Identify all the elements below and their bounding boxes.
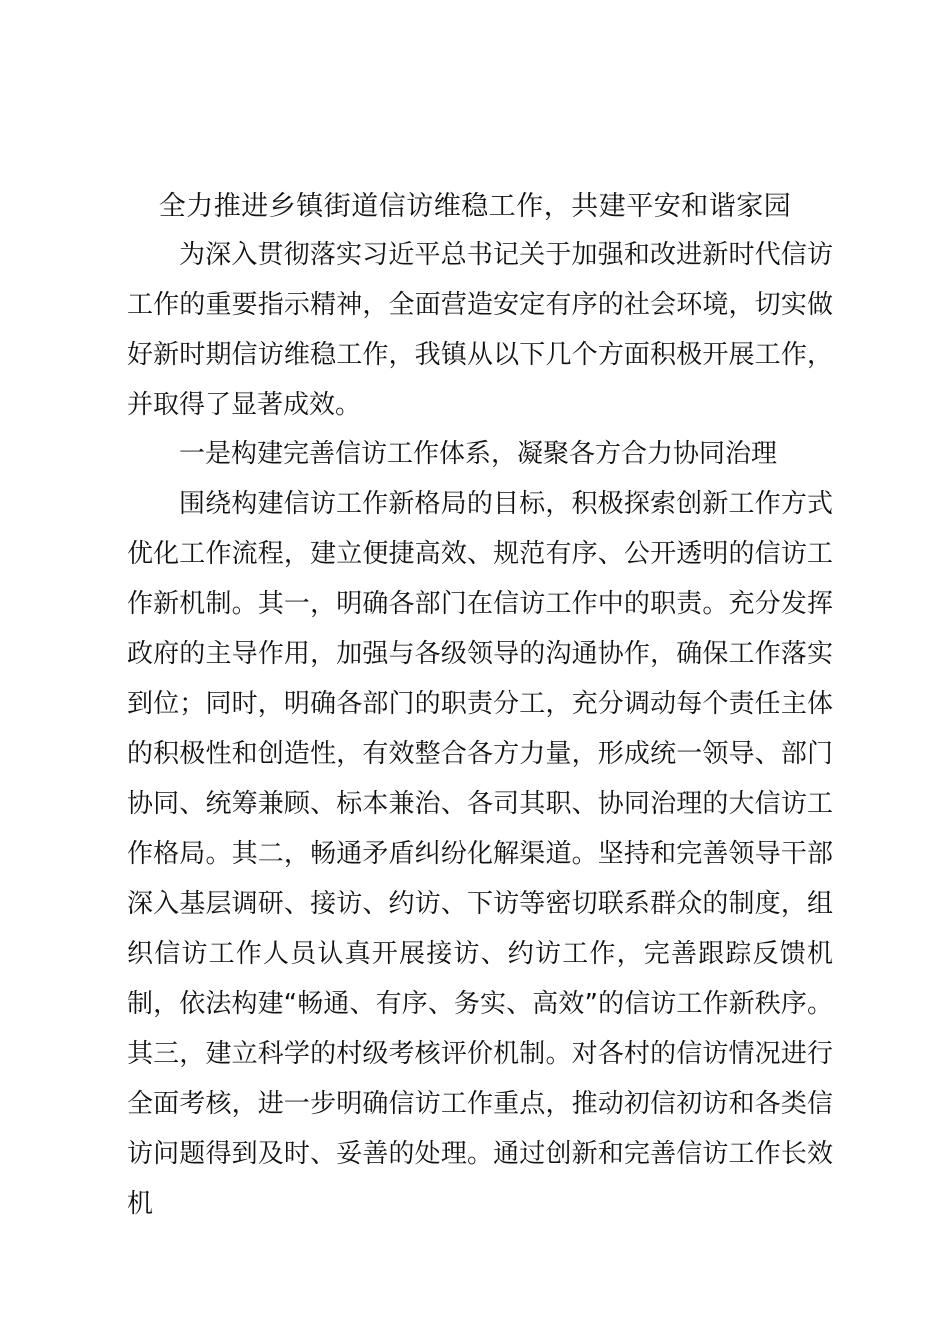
document-title: 全力推进乡镇街道信访维稳工作，共建平安和谐家园 (158, 191, 792, 222)
intro-paragraph: 为深入贯彻落实习近平总书记关于加强和改进新时代信访工作的重要指示精神，全面营造安定有序的社会环境，切实做好新时期信访维稳工作，我镇从以下几个方面积极开展工作，并取得了显著成效。 (127, 240, 833, 420)
section-body-paragraph: 围绕构建信访工作新格局的目标，积极探索创新工作方式优化工作流程，建立便捷高效、规范有序、公开透明的信访工作新机制。其一，明确各部门在信访工作中的职责。充分发挥政府的主导作用，加强与各级领导的沟通协作，确保工作落实到位；同时，明确各部门的职责分工，充分调动每个责任主体的积极性和创造性，有效整合各方力量，形成统一领导、部门协同、统筹兼顾、标本兼治、各司其职、协同治理的大信访工作格局。其二，畅通矛盾纠纷化解渠道。坚持和完善领导干部深入基层调研、接访、约访、下访等密切联系群众的制度，组织信访工作人员认真开展接访、约访工作，完善跟踪反馈机制，依法构建“畅通、有序、务实、高效”的信访工作新秩序。其三，建立科学的村级考核评价机制。对各村的信访情况进行全面考核，进一步明确信访工作重点，推动初信初访和各类信访问题得到及时、妥善的处理。通过创新和完善信访工作长效机 (127, 489, 833, 1219)
section-heading: 一是构建完善信访工作体系，凝聚各方合力协同治理 (179, 439, 778, 469)
